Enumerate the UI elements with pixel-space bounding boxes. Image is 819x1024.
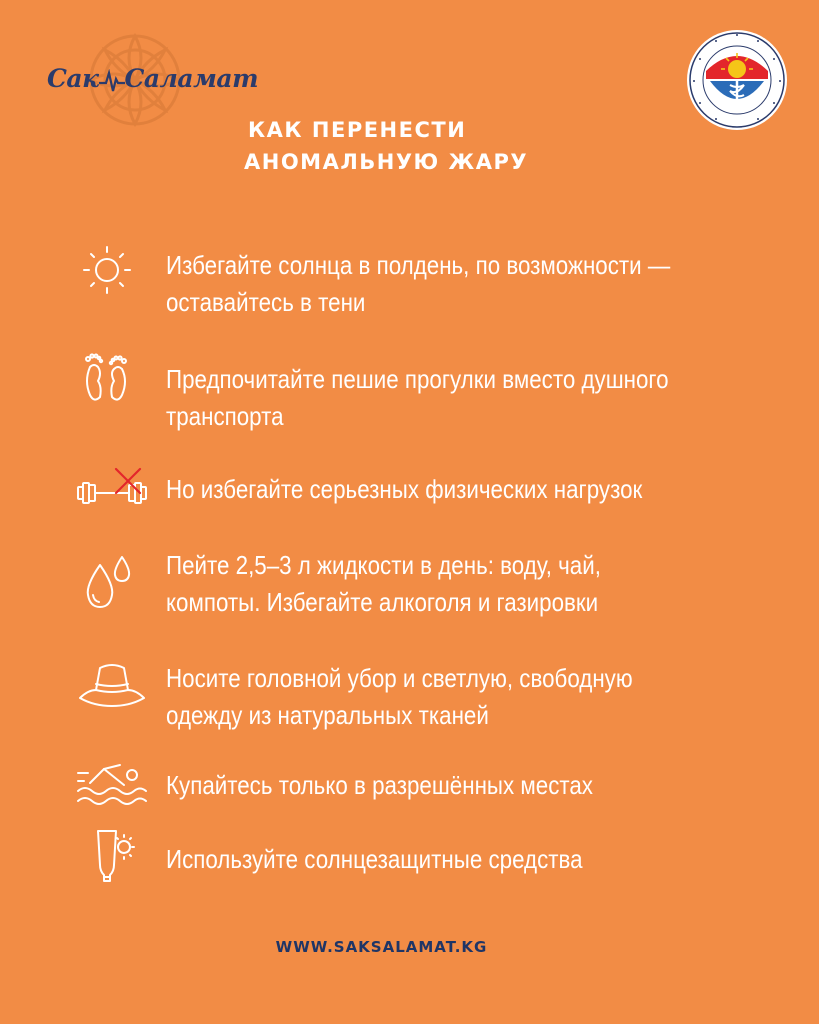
sunscreen-icon [76,825,138,887]
sun-icon [76,239,138,301]
title-line-2: АНОМАЛЬНУЮ ЖАРУ [244,150,529,174]
crossed-dumbbell-icon [74,461,150,523]
tip-line: Купайтесь только в разрешённых местах [166,770,593,800]
tip-line: Избегайте солнца в полдень, по возможности — [166,250,671,280]
ministry-emblem-icon [686,29,788,131]
tip-text [166,471,768,508]
tip-text [166,767,768,804]
brand-name [47,64,258,93]
swimmer-icon [74,751,150,813]
brand-logo [40,30,259,140]
tip-line: транспорта [166,401,284,431]
tip-line: оставайтесь в тени [166,287,366,317]
footprints-icon [76,347,138,409]
tip-line: Носите головной убор и светлую, свободную [166,663,633,693]
heartbeat-icon [99,69,125,93]
title-line-1: КАК ПЕРЕНЕСТИ [248,118,467,142]
water-drops-icon [76,553,138,615]
tip-line: Но избегайте серьезных физических нагрузок [166,474,643,504]
tip-text [166,660,768,734]
tip-text [166,547,768,621]
tip-line: Пейте 2,5–3 л жидкости в день: воду, чай, [166,550,601,580]
brand-name-left: Сак [47,64,99,93]
website-url[interactable]: WWW.SAKSALAMAT.KG [275,938,488,956]
tip-line: Используйте солнцезащитные средства [166,844,583,874]
tip-line: одежду из натуральных тканей [166,700,489,730]
tip-line: Предпочитайте пешие прогулки вместо душного [166,364,669,394]
tip-line: компоты. Избегайте алкоголя и газировки [166,587,599,617]
tip-text [166,361,768,435]
brand-name-right: Саламат [124,64,259,93]
tip-text [166,247,768,321]
tip-text [166,841,768,878]
bucket-hat-icon [74,656,150,718]
